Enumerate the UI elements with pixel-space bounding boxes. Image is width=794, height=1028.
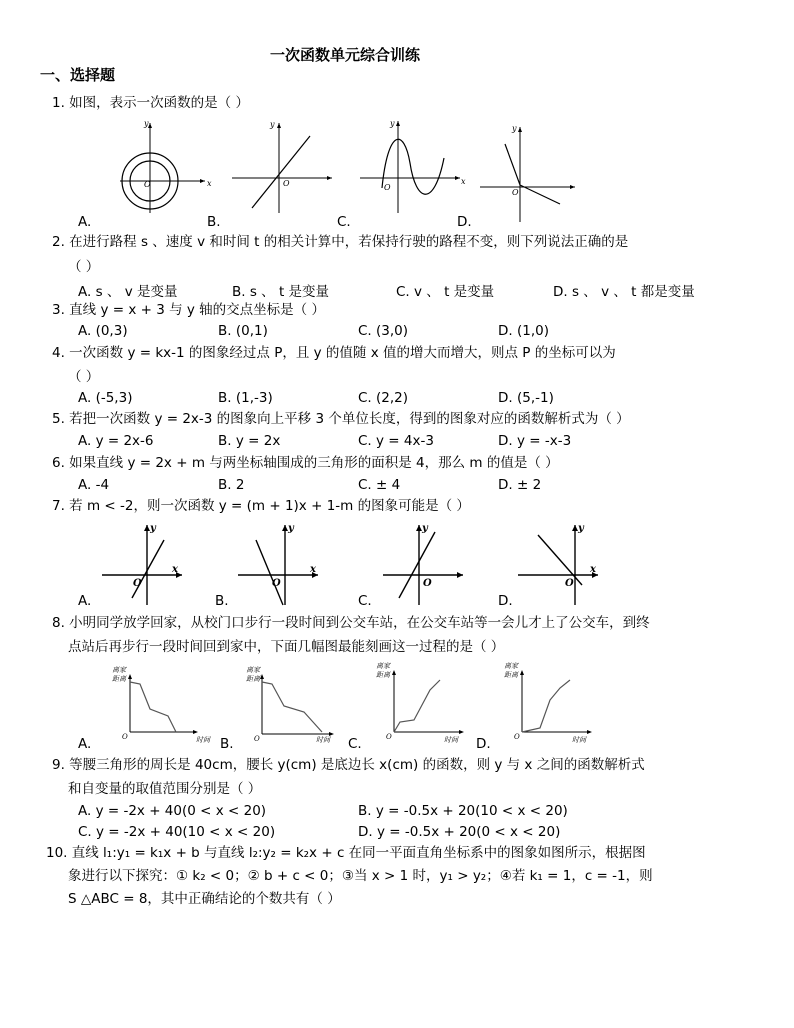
q9-option-c[interactable]: C. y = -2x + 40(10 < x < 20) xyxy=(78,824,276,840)
question-6-stem: 6. 如果直线 y = 2x + m 与两坐标轴围成的三角形的面积是 4，那么 m 的值是（ ） xyxy=(52,455,559,471)
q6-option-d[interactable]: D. ± 2 xyxy=(498,477,542,493)
y-axis-label: 离家 xyxy=(112,666,126,674)
question-2-stem-cont: （ ） xyxy=(68,259,100,275)
axis-x-label: x xyxy=(590,564,596,575)
question-5-stem: 5. 若把一次函数 y = 2x-3 的图象向上平移 3 个单位长度，得到的图象对应的函数解析式为（ ） xyxy=(52,411,630,427)
axis-origin: O xyxy=(283,179,290,188)
q2-option-c[interactable]: C. v 、 t 是变量 xyxy=(396,284,495,300)
q8-label-c[interactable]: C. xyxy=(348,736,362,752)
axis-origin: O xyxy=(122,733,128,741)
y-axis-label: 距离 xyxy=(112,675,126,683)
q7-label-c[interactable]: C. xyxy=(358,593,372,609)
axis-origin: O xyxy=(254,735,260,743)
axis-origin: O xyxy=(514,733,520,741)
section-heading: 一、选择题 xyxy=(40,66,116,84)
question-3-stem: 3. 直线 y = x + 3 与 y 轴的交点坐标是（ ） xyxy=(52,302,325,318)
q7-graph-c xyxy=(383,520,468,605)
q8-graph-b xyxy=(244,664,344,746)
q1-graph-b-line xyxy=(232,118,337,213)
q1-label-b[interactable]: B. xyxy=(207,214,221,230)
question-10-stem-cont: 象进行以下探究：① k₂ < 0；② b + c < 0；③当 x > 1 时，y₁ > y₂；④若 k₁ = 1，c = -1，则 xyxy=(68,868,653,884)
q4-option-c[interactable]: C. (2,2) xyxy=(358,390,409,406)
question-4-stem: 4. 一次函数 y = kx-1 的图象经过点 P，且 y 的值随 x 值的增大而增大，则点 P 的坐标可以为 xyxy=(52,345,616,361)
question-9-stem: 9. 等腰三角形的周长是 40cm，腰长 y(cm) 是底边长 x(cm) 的函数，则 y 与 x 之间的函数解析式 xyxy=(52,757,645,773)
axis-x-label: x xyxy=(461,177,466,186)
q8-graph-a xyxy=(108,664,216,746)
q2-option-b[interactable]: B. s 、 t 是变量 xyxy=(232,284,330,300)
y-axis-label: 距离 xyxy=(376,671,390,679)
q1-label-a[interactable]: A. xyxy=(78,214,92,230)
y-axis-label: 离家 xyxy=(504,662,518,670)
q3-option-c[interactable]: C. (3,0) xyxy=(358,323,409,339)
x-axis-label: 时间 xyxy=(444,736,458,744)
q2-option-d[interactable]: D. s 、 v 、 t 都是变量 xyxy=(553,284,695,300)
q7-label-a[interactable]: A. xyxy=(78,593,92,609)
q8-graph-d xyxy=(500,660,600,744)
question-2-stem: 2. 在进行路程 s 、速度 v 和时间 t 的相关计算中，若保持行驶的路程不变，则下列说法正确的是 xyxy=(52,234,629,250)
axis-origin: O xyxy=(565,578,574,589)
axis-origin: O xyxy=(384,183,391,192)
question-9-stem-cont: 和自变量的取值范围分别是（ ） xyxy=(68,781,262,797)
q4-option-a[interactable]: A. (-5,3) xyxy=(78,390,133,406)
y-axis-label: 距离 xyxy=(504,671,518,679)
page-title: 一次函数单元综合训练 xyxy=(270,46,421,64)
axis-y-label: y xyxy=(270,120,275,129)
y-axis-label: 离家 xyxy=(376,662,390,670)
q6-option-c[interactable]: C. ± 4 xyxy=(358,477,401,493)
question-1-stem: 1. 如图，表示一次函数的是（ ） xyxy=(52,95,249,111)
q9-option-d[interactable]: D. y = -0.5x + 20(0 < x < 20) xyxy=(358,824,561,840)
q8-graph-c xyxy=(372,660,472,744)
q6-option-a[interactable]: A. -4 xyxy=(78,477,110,493)
q5-option-a[interactable]: A. y = 2x-6 xyxy=(78,433,154,449)
q7-label-d[interactable]: D. xyxy=(498,593,513,609)
question-7-stem: 7. 若 m < -2，则一次函数 y = (m + 1)x + 1-m 的图象可能是（ ） xyxy=(52,498,470,514)
question-10-stem: 10. 直线 l₁:y₁ = k₁x + b 与直线 l₂:y₂ = k₂x + c 在同一平面直角坐标系中的图象如图所示，根据图 xyxy=(46,845,646,861)
q1-graph-d-broken-line xyxy=(480,122,580,222)
x-axis-label: 时间 xyxy=(572,736,586,744)
q8-label-a[interactable]: A. xyxy=(78,736,92,752)
q4-option-d[interactable]: D. (5,-1) xyxy=(498,390,554,406)
q1-graph-c-cubic xyxy=(360,118,465,213)
q5-option-c[interactable]: C. y = 4x-3 xyxy=(358,433,434,449)
q8-label-d[interactable]: D. xyxy=(476,736,491,752)
axis-origin: O xyxy=(144,180,151,189)
q3-option-b[interactable]: B. (0,1) xyxy=(218,323,268,339)
q9-option-b[interactable]: B. y = -0.5x + 20(10 < x < 20) xyxy=(358,803,568,819)
question-8-stem-cont: 点站后再步行一段时间回到家中，下面几幅图最能刻画这一过程的是（ ） xyxy=(68,639,505,655)
axis-y-label: y xyxy=(144,119,149,128)
x-axis-label: 时间 xyxy=(316,736,330,744)
axis-y-label: y xyxy=(288,523,294,534)
q1-label-d[interactable]: D. xyxy=(457,214,472,230)
axis-y-label: y xyxy=(422,523,428,534)
axis-x-label: x xyxy=(172,564,178,575)
q6-option-b[interactable]: B. 2 xyxy=(218,477,245,493)
q3-option-d[interactable]: D. (1,0) xyxy=(498,323,549,339)
question-4-stem-cont: （ ） xyxy=(68,369,100,385)
axis-origin: O xyxy=(423,578,432,589)
q1-graph-a-circle xyxy=(115,118,210,213)
q7-label-b[interactable]: B. xyxy=(215,593,229,609)
q3-option-a[interactable]: A. (0,3) xyxy=(78,323,128,339)
axis-x-label: x xyxy=(310,564,316,575)
q7-graph-a xyxy=(102,520,187,605)
axis-origin: O xyxy=(272,578,281,589)
q8-label-b[interactable]: B. xyxy=(220,736,234,752)
axis-origin: O xyxy=(386,733,392,741)
y-axis-label: 离家 xyxy=(246,666,260,674)
axis-x-label: x xyxy=(207,179,212,188)
q9-option-a[interactable]: A. y = -2x + 40(0 < x < 20) xyxy=(78,803,267,819)
q1-label-c[interactable]: C. xyxy=(337,214,351,230)
q4-option-b[interactable]: B. (1,-3) xyxy=(218,390,273,406)
axis-origin: O xyxy=(133,578,142,589)
question-8-stem: 8. 小明同学放学回家，从校门口步行一段时间到公交车站，在公交车站等一会儿才上了公交车，到终 xyxy=(52,615,650,631)
question-10-stem-cont-2: S △ABC = 8，其中正确结论的个数共有（ ） xyxy=(68,891,341,907)
axis-y-label: y xyxy=(150,523,156,534)
axis-y-label: y xyxy=(578,523,584,534)
q2-option-a[interactable]: A. s 、 v 是变量 xyxy=(78,284,178,300)
y-axis-label: 距离 xyxy=(246,675,260,683)
x-axis-label: 时间 xyxy=(196,736,210,744)
axis-origin: O xyxy=(512,188,519,197)
q7-graph-b xyxy=(238,520,323,605)
q7-graph-d xyxy=(518,520,603,605)
q5-option-d[interactable]: D. y = -x-3 xyxy=(498,433,572,449)
axis-y-label: y xyxy=(390,119,395,128)
axis-y-label: y xyxy=(512,124,517,133)
q5-option-b[interactable]: B. y = 2x xyxy=(218,433,281,449)
